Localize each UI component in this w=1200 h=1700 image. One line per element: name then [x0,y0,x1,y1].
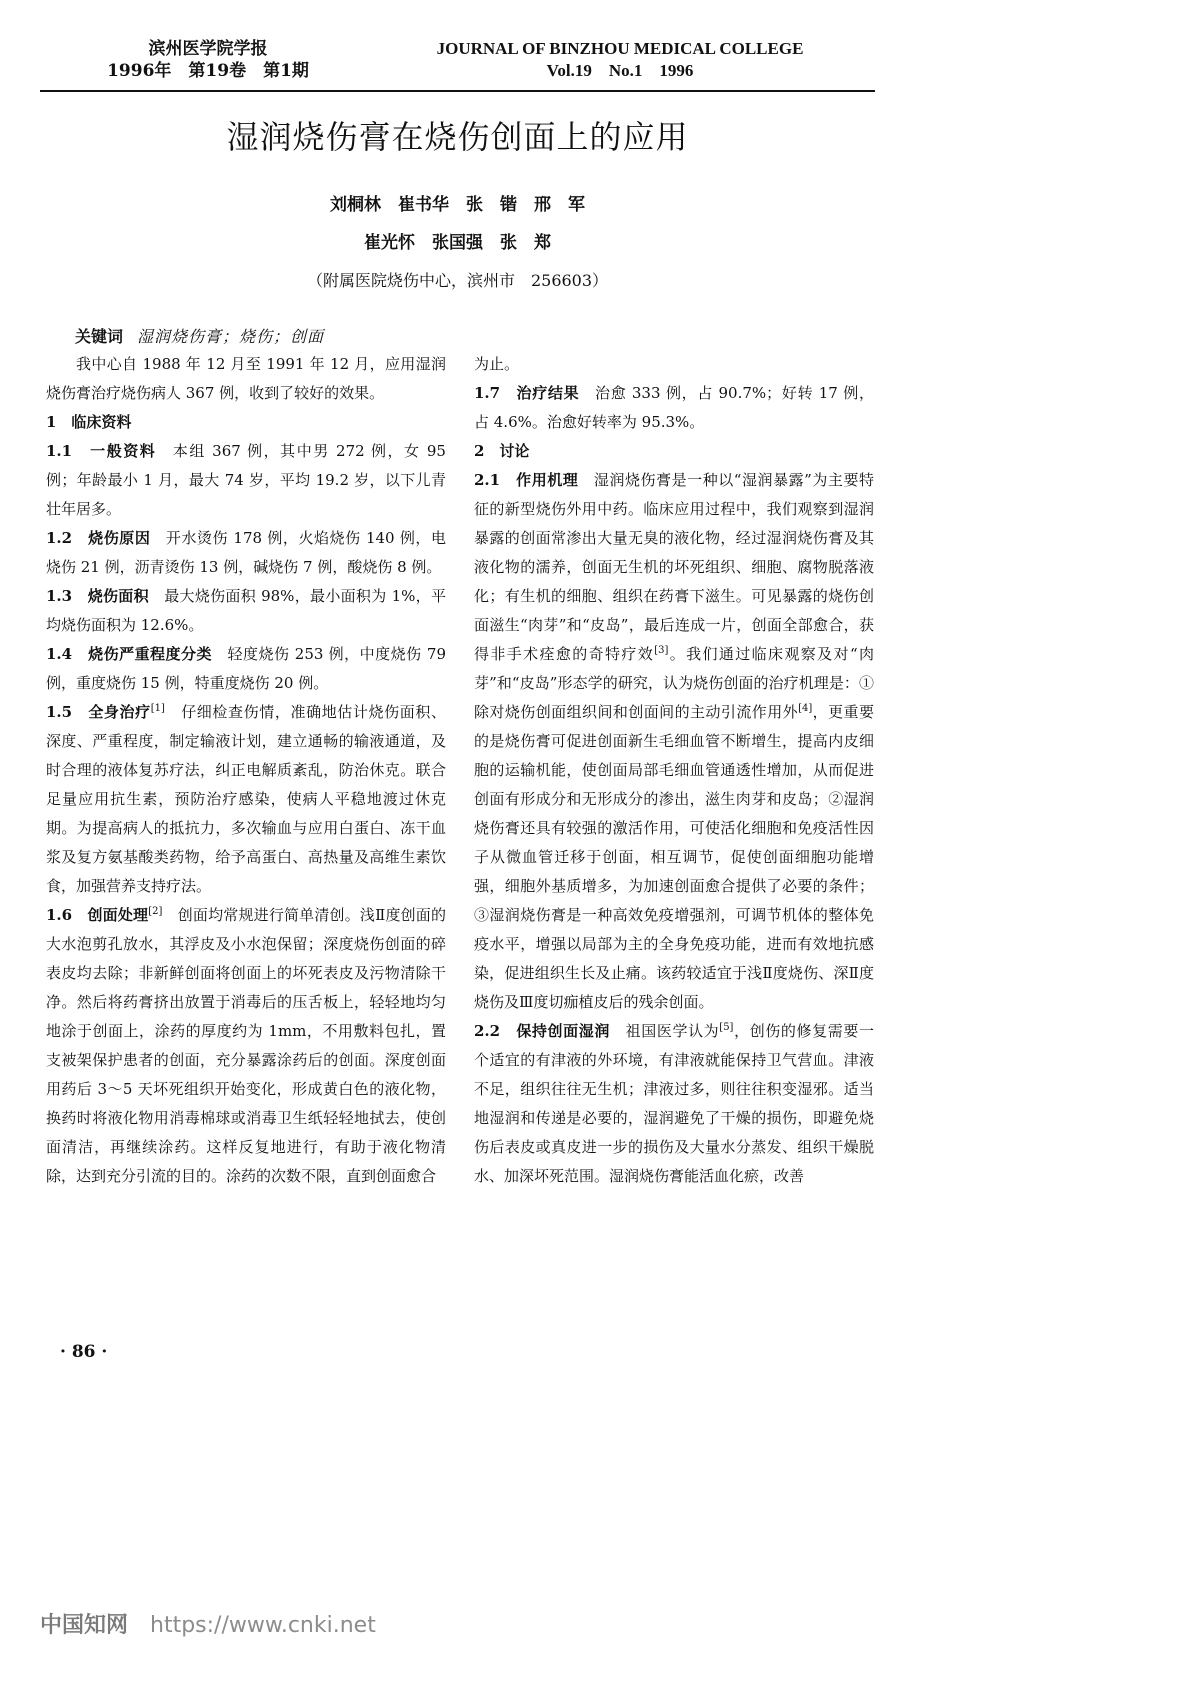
issue-info-cn: 1996年 第19卷 第1期 [107,61,309,81]
subsection-1-5 [46,698,446,901]
journal-header-en [400,38,840,82]
subsection-heading: 1.3 烧伤面积 [46,587,149,605]
subsection-heading: 1.7 治疗结果 [474,384,580,402]
paragraph-text: 开水烫伤 178 例，火焰烧伤 140 例，电烧伤 21 例，沥青烫伤 13 例，碱烧伤 7 例，酸烧伤 8 例。 [46,529,446,576]
authors-line-1: 刘桐林 崔书华 张 锴 邢 军 [330,195,585,215]
header-divider [40,90,875,92]
subsection-heading: 1.6 创面处理 [46,906,149,924]
citation: [4] [798,703,813,714]
journal-name-cn: 滨州医学院学报 [148,39,268,59]
citation: [3] [654,645,669,656]
subsection-1-7 [474,379,874,437]
cnki-url: https://www.cnki.net [150,1613,376,1638]
article-title: 湿润烧伤膏在烧伤创面上的应用 [226,118,689,156]
subsection-1-6 [46,901,446,1191]
subsection-1-3 [46,582,446,640]
journal-name-en: JOURNAL OF BINZHOU MEDICAL COLLEGE [436,39,804,58]
paragraph-text: 创面均常规进行简单清创。浅Ⅱ度创面的大水泡剪孔放水，其浮皮及小水泡保留；深度烧伤创面的碎表皮均去除；非新鲜创面将创面上的坏死表皮及污物清除干净。然后将药膏挤出放置于消毒后的压舌板上，轻轻地均匀地涂于创面上，涂药的厚度约为 1mm，不用敷料包扎，置支被架保护患者的创面，充分暴露涂药后的创面。深度创面用药后 3～5 天坏死组织开始变化，形成黄白色的液化物，换药时将液化物用消毒棉球或消毒卫生纸轻轻地拭去，使创面清洁，再继续涂药。这样反复地进行，有助于液化物清除，达到充分引流的目的。涂药的次数不限，直到创面愈合 [46,906,446,1185]
keywords-label: 关键词 [75,327,124,346]
citation: [1] [150,703,165,714]
subsection-1-2 [46,524,446,582]
watermark-footer [40,1608,376,1639]
citation: [5] [719,1022,734,1033]
authors-line-2: 崔光怀 张国强 张 郑 [364,233,551,253]
subsection-heading: 2.2 保持创面湿润 [474,1022,610,1040]
subsection-heading: 1.2 烧伤原因 [46,529,151,547]
journal-header-cn [88,38,328,82]
paragraph-text: 本组 367 例，其中男 272 例，女 95 例；年龄最小 1 月，最大 74 岁，平均 19.2 岁，以下儿青壮年居多。 [46,442,446,518]
subsection-heading: 1.5 全身治疗 [46,703,151,721]
paragraph-text: 仔细检查伤情，准确地估计烧伤面积、深度、严重程度，制定输液计划，建立通畅的输液通道，及时合理的液体复苏疗法，纠正电解质紊乱，防治休克。联合足量应用抗生素，预防治疗感染，使病人平稳地渡过休克期。为提高病人的抵抗力，多次输血与应用白蛋白、冻干血浆及复方氨基酸类药物，给予高蛋白、高热量及高维生素饮食，加强营养支持疗法。 [46,703,446,895]
paragraph-text: 。我们通过临床观察及对“肉芽”和“皮岛”形态学的研究，认为烧伤创面的治疗机理是：①除对烧伤创面组织间和创面间的主动引流作用外 [474,645,874,721]
cnki-logo: 中国知网 [40,1613,129,1638]
right-column [474,350,874,1191]
paragraph-text: 治愈 333 例，占 90.7%；好转 17 例，占 4.6%。治愈好转率为 95.3%。 [474,384,874,431]
paragraph-text: 轻度烧伤 253 例，中度烧伤 79 例，重度烧伤 15 例，特重度烧伤 20 例。 [46,645,446,692]
affiliation: （附属医院烧伤中心，滨州市 256603） [306,271,609,290]
subsection-heading: 1.1 一般资料 [46,442,157,460]
paragraph-text: 祖国医学认为 [625,1022,720,1040]
issue-info-en: Vol.19 No.1 1996 [546,61,694,80]
section-heading: 2 讨论 [474,442,530,460]
paragraph-text: 最大烧伤面积 98%，最小面积为 1%，平均烧伤面积为 12.6%。 [46,587,446,634]
page-number: · 86 · [60,1342,108,1362]
keywords [75,324,324,347]
subsection-heading: 1.4 烧伤严重程度分类 [46,645,213,663]
subsection-1-1 [46,437,446,524]
paragraph-text: 湿润烧伤膏是一种以“湿润暴露”为主要特征的新型烧伤外用中药。临床应用过程中，我们观察到湿润暴露的创面常渗出大量无臭的液化物，经过湿润烧伤膏及其液化物的濡养，创面无生机的坏死组织、细胞、腐物脱落液化；有生机的细胞、组织在药膏下滋生。可见暴露的烧伤创面滋生“肉芽”和“皮岛”，最后连成一片，创面全部愈合，获得非手术痊愈的奇特疗效 [474,471,874,663]
section-heading: 1 临床资料 [46,413,132,431]
keywords-text: 湿润烧伤膏；烧伤；创面 [137,327,325,346]
continued-text: 为止。 [474,355,520,373]
paragraph-text: ，更重要的是烧伤膏可促进创面新生毛细血管不断增生，提高内皮细胞的运输机能，使创面局部毛细血管通透性增加，从而促进创面有形成分和无形成分的渗出，滋生肉芽和皮岛；②湿润烧伤膏还具有较强的激活作用，可使活化细胞和免疫活性因子从微血管迁移于创面，相互调节，促使创面细胞功能增强，细胞外基质增多，为加速创面愈合提供了必要的条件；③湿润烧伤膏是一种高效免疫增强剂，可调节机体的整体免疫水平，增强以局部为主的全身免疫功能，进而有效地抗感染，促进组织生长及止痛。该药较适宜于浅Ⅱ度烧伤、深Ⅱ度烧伤及Ⅲ度切痂植皮后的残余创面。 [474,703,874,1011]
citation: [2] [148,906,163,917]
paragraph-text: ，创伤的修复需要一个适宜的有津液的外环境，有津液就能保持卫气营血。津液不足，组织往往无生机；津液过多，则往往积变湿邪。适当地湿润和传递是必要的，湿润避免了干燥的损伤，即避免烧伤后表皮或真皮进一步的损伤及大量水分蒸发、组织干燥脱水、加深坏死范围。湿润烧伤膏能活血化瘀，改善 [474,1022,874,1185]
subsection-2-1 [474,466,874,1017]
subsection-2-2 [474,1017,874,1191]
subsection-1-4 [46,640,446,698]
left-column [46,350,446,1191]
subsection-heading: 2.1 作用机理 [474,471,579,489]
intro-paragraph: 我中心自 1988 年 12 月至 1991 年 12 月，应用湿润烧伤膏治疗烧伤病人 367 例，收到了较好的效果。 [46,355,446,402]
